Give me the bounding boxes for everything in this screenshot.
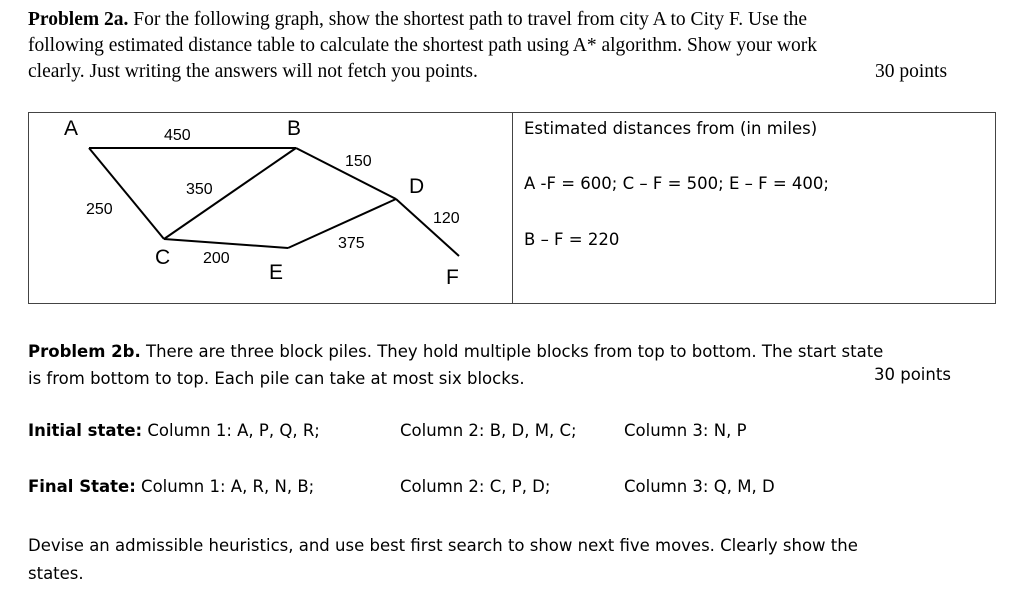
initial-col2: Column 2: B, D, M, C;	[400, 421, 577, 440]
graph-diagram	[29, 113, 513, 303]
edge-weight: 350	[186, 181, 213, 198]
problem-2b-title: Problem 2b.	[28, 342, 141, 361]
edge-weight: 375	[338, 235, 365, 252]
node-F: F	[446, 266, 459, 289]
problem-2b-points: 30 points	[874, 365, 951, 384]
problem-2a-text: clearly. Just writing the answers will not fetch you points.	[28, 61, 478, 82]
edge-A-C	[89, 148, 164, 239]
final-state	[28, 477, 314, 496]
node-B: B	[287, 117, 302, 140]
initial-col1: Column 1: A, P, Q, R;	[147, 421, 320, 440]
final-col1: Column 1: A, R, N, B;	[141, 477, 315, 496]
final-col3: Column 3: Q, M, D	[624, 477, 775, 496]
final-col2: Column 2: C, P, D;	[400, 477, 551, 496]
edge-weight: 120	[433, 210, 460, 227]
node-E: E	[269, 261, 284, 284]
node-A: A	[64, 117, 79, 140]
task-text: states.	[28, 564, 84, 583]
initial-col3: Column 3: N, P	[624, 421, 747, 440]
problem-2a	[28, 7, 817, 85]
graph-table	[28, 112, 996, 304]
edge-weight: 250	[86, 201, 113, 218]
estimates-line: A -F = 600; C – F = 500; E – F = 400;	[524, 174, 829, 193]
problem-2a-text: For the following graph, show the shortest path to travel from city A to City F. Use the	[133, 9, 808, 30]
initial-state	[28, 421, 320, 440]
edge-B-C	[164, 148, 296, 239]
edge-weight: 150	[345, 153, 372, 170]
task	[28, 532, 858, 588]
task-text: Devise an admissible heuristics, and use best first search to show next five moves. Clearly show the	[28, 536, 858, 555]
edge-D-F	[396, 199, 459, 256]
problem-2a-title: Problem 2a.	[28, 9, 129, 30]
divider	[512, 113, 513, 303]
estimates-line: B – F = 220	[524, 230, 620, 249]
problem-2b-text: is from bottom to top. Each pile can take at most six blocks.	[28, 369, 525, 388]
edge-C-E	[164, 239, 288, 248]
estimates-heading: Estimated distances from (in miles)	[524, 119, 818, 138]
node-C: C	[155, 246, 171, 269]
problem-2a-points: 30 points	[875, 61, 948, 82]
problem-2b-text: There are three block piles. They hold multiple blocks from top to bottom. The start state	[145, 342, 884, 361]
node-D: D	[409, 175, 425, 198]
edge-weight: 450	[164, 127, 191, 144]
problem-2a-text: following estimated distance table to calculate the shortest path using A* algorithm. Show your work	[28, 35, 818, 56]
problem-2b	[28, 338, 998, 392]
edge-weight: 200	[203, 250, 230, 267]
final-label: Final State:	[28, 477, 136, 496]
initial-label: Initial state:	[28, 421, 143, 440]
